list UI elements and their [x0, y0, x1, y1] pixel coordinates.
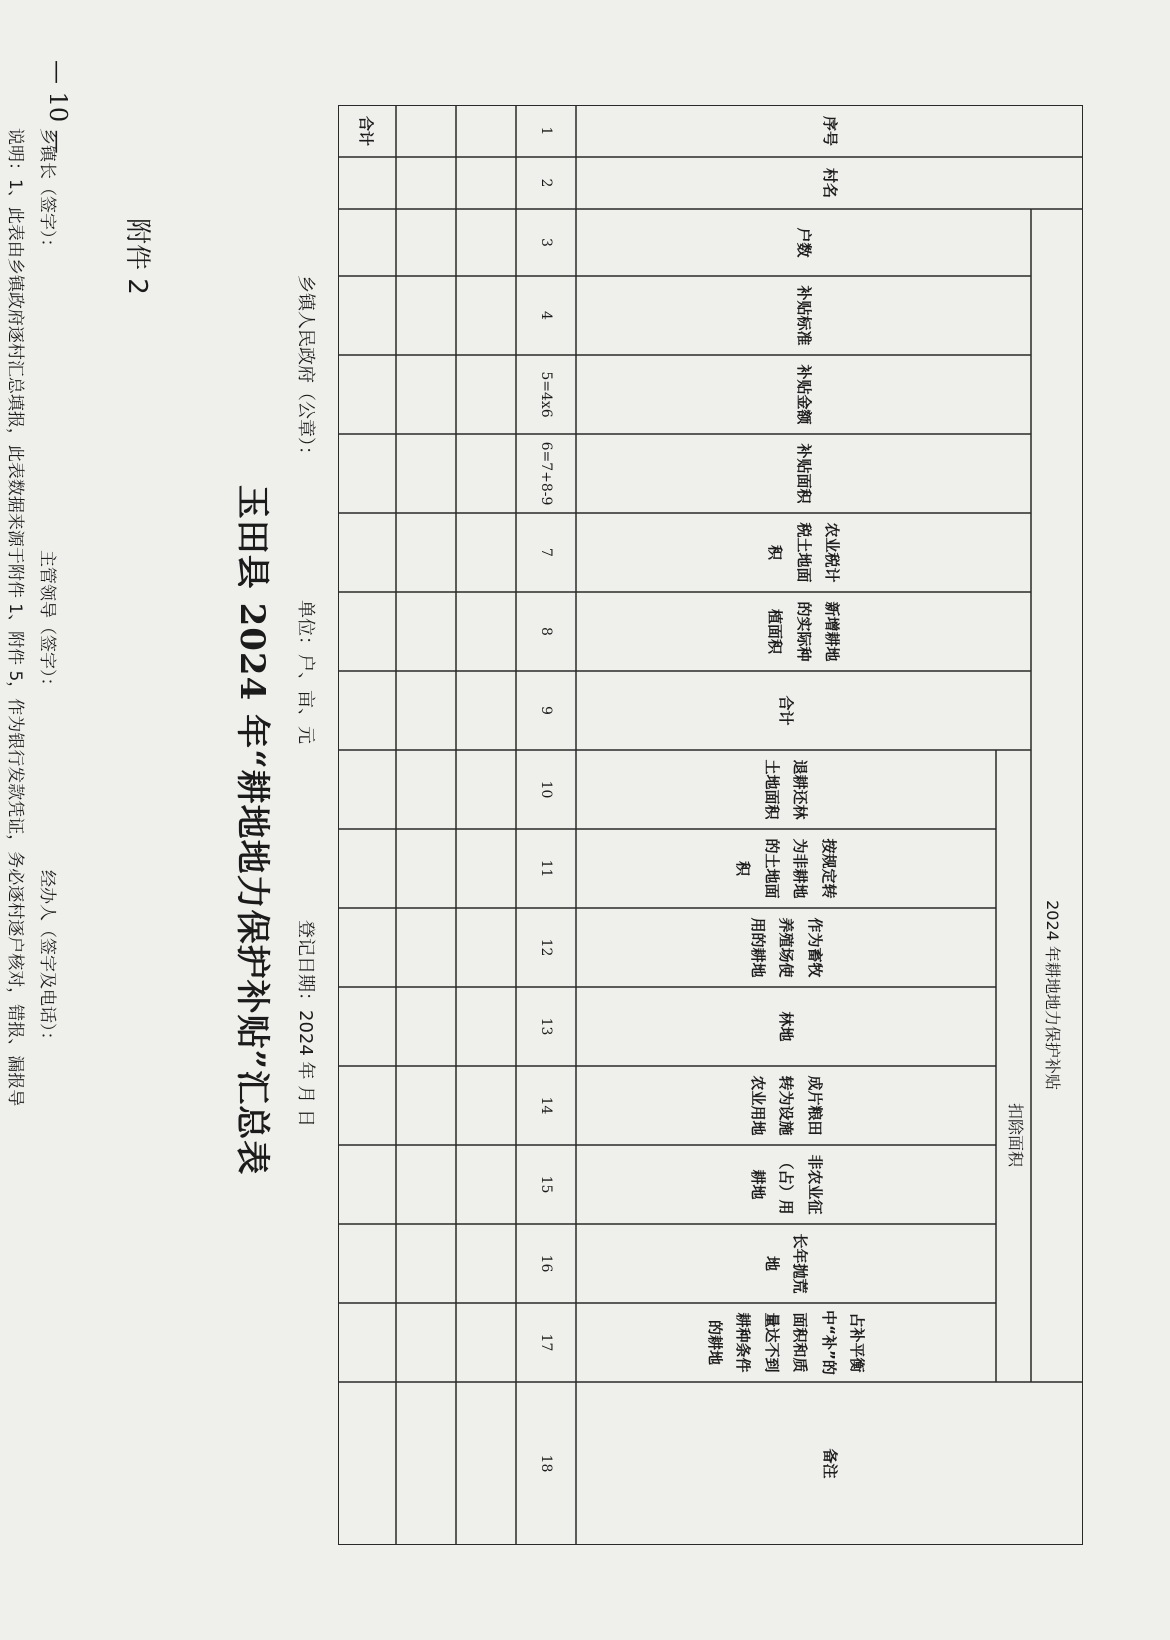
- column-header-12: 作为畜牧养殖场使用的耕地: [748, 917, 824, 978]
- index-cell-14: 14: [538, 1096, 554, 1115]
- column-header-3: 户数: [794, 227, 813, 258]
- index-cell-15: 15: [538, 1175, 554, 1194]
- handler-signature: 经办人（签字及电话）：: [37, 870, 57, 1049]
- index-cell-3: 3: [538, 238, 554, 247]
- column-header-7: 农业税计税土地面积: [766, 522, 842, 583]
- index-cell-7: 7: [538, 548, 554, 557]
- index-cell-18: 18: [538, 1454, 554, 1473]
- column-header-5: 补贴金额: [794, 364, 813, 425]
- index-cell-5: 5=4x6: [538, 371, 554, 418]
- column-header-14: 成片粮田转为设施农业用地: [748, 1075, 824, 1136]
- total-label: 合计: [357, 115, 376, 146]
- mayor-signature: 乡镇长（签字）：: [37, 128, 57, 256]
- column-header-8: 新增耕地的实际种植面积: [766, 601, 842, 662]
- unit-label: 单位：户、亩、元: [295, 600, 316, 744]
- index-cell-1: 1: [538, 126, 554, 136]
- column-header-15: 非农业征（占）用耕地: [748, 1154, 824, 1215]
- document-title: 玉田县 2024 年“耕地地力保护补贴”汇总表: [232, 484, 272, 1176]
- index-cell-6: 6=7+8-9: [538, 441, 554, 506]
- org-seal-label: 乡镇人民政府（公章）：: [295, 275, 316, 464]
- column-header-17: 占补平衡中“补”的面积和质量达不到耕种条件的耕地: [706, 1310, 867, 1375]
- group-deduct-header: 扣除面积: [1006, 1102, 1025, 1167]
- column-header-1: 序号: [820, 115, 839, 146]
- registration-date: 登记日期：2024 年 月 日: [295, 920, 316, 1127]
- index-cell-11: 11: [538, 859, 554, 878]
- column-header-2: 村名: [820, 167, 839, 198]
- index-cell-16: 16: [538, 1254, 554, 1273]
- column-header-16: 长年抛荒地: [763, 1233, 810, 1294]
- index-cell-12: 12: [538, 938, 554, 957]
- column-header-10: 退耕还林土地面积: [763, 759, 810, 820]
- attachment-label: 附件 2: [122, 218, 152, 295]
- index-cell-2: 2: [538, 178, 554, 188]
- column-header-6: 补贴面积: [794, 443, 813, 504]
- column-header-4: 补贴标准: [794, 285, 813, 346]
- note-line-1: 说明：1、此表由乡镇政府逐村汇总填报，此表数据来源于附件 1、附件 5，作为银行发款凭证，务必逐村逐户核对，错报、漏报导: [5, 128, 25, 1107]
- index-cell-17: 17: [538, 1333, 554, 1352]
- index-cell-13: 13: [538, 1017, 554, 1036]
- page-number: — 10 —: [44, 60, 72, 154]
- column-header-13: 林地: [777, 1011, 796, 1042]
- column-header-9: 合计: [777, 695, 796, 726]
- group-subsidy-header: 2024 年耕地地力保护补贴: [1043, 900, 1062, 1090]
- index-cell-9: 9: [538, 706, 554, 715]
- supervisor-signature: 主管领导（签字）：: [37, 550, 57, 695]
- column-header-11: 按规定转为非耕地的土地面积: [734, 838, 838, 899]
- index-cell-4: 4: [538, 311, 554, 320]
- table-cells: [338, 105, 1083, 1545]
- column-header-18: 备注: [820, 1448, 839, 1479]
- index-cell-10: 10: [538, 780, 554, 799]
- index-cell-8: 8: [538, 627, 554, 636]
